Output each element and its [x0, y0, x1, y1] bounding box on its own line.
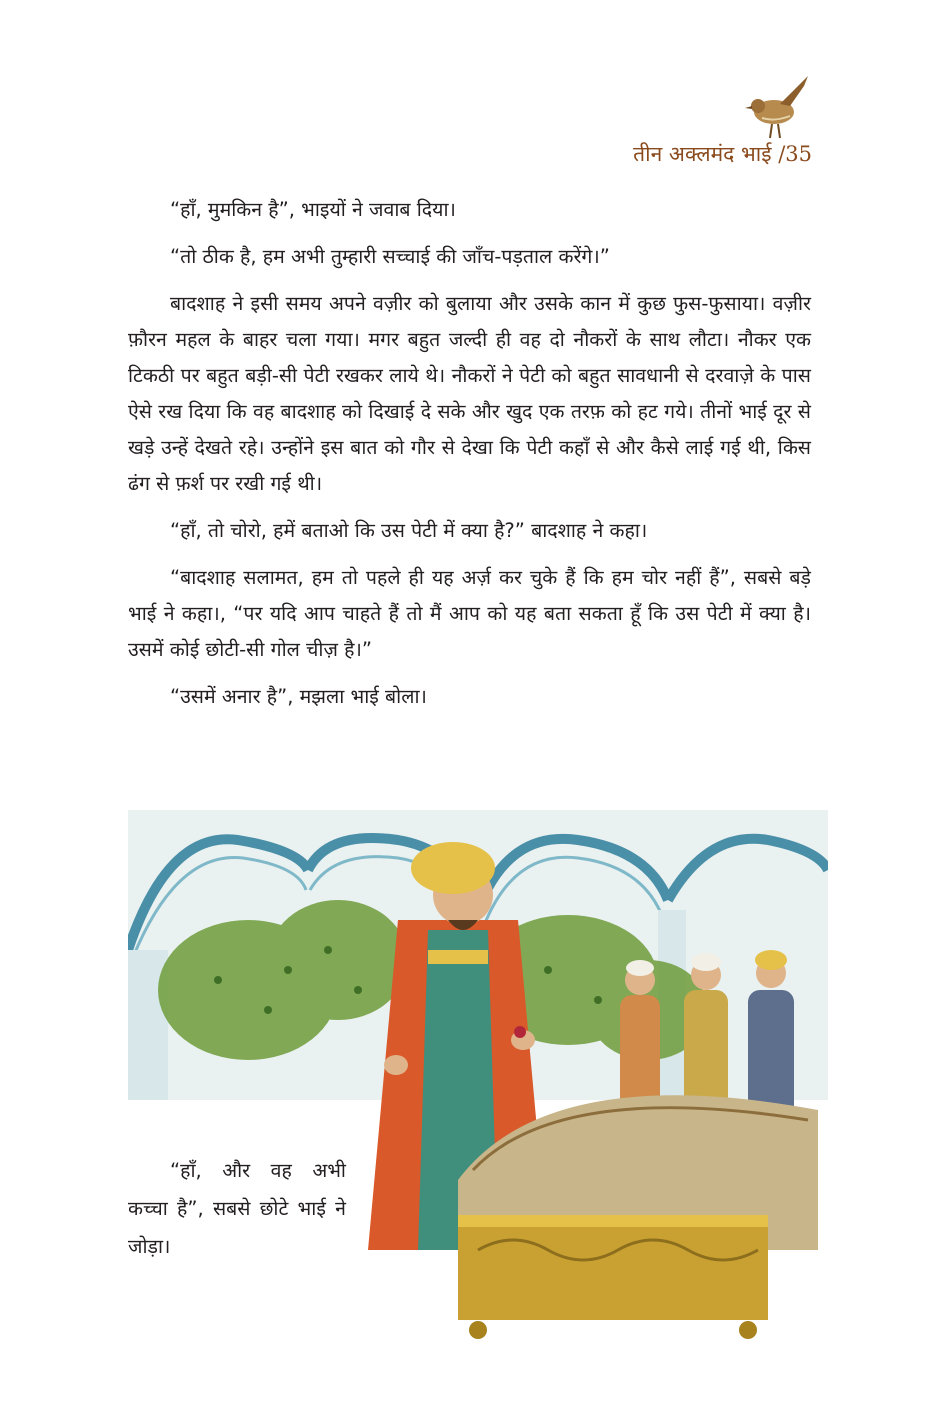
paragraph: “हाँ, तो चोरो, हमें बताओ कि उस पेटी में क्या है?” बादशाह ने कहा। [170, 519, 648, 542]
illustration-caption [128, 1152, 346, 1266]
paragraph: “बादशाह सलामत, हम तो पहले ही यह अर्ज़ कर चुके हैं कि हम चोर नहीं हैं”, सबसे बड़े भाई ने कहा।, “पर यदि आप चाहते हैं तो मैं आप को यह बता सकता हूँ कि उस पेटी में क्या है। उसमें कोई छोटी-सी गोल चीज़ है।” [128, 566, 811, 661]
paragraph: “उसमें अनार है”, मझला भाई बोला। [170, 685, 427, 708]
paragraph: “हाँ, मुमकिन है”, भाइयों ने जवाब दिया। [170, 198, 456, 221]
bird-icon [744, 72, 814, 142]
story-text [128, 192, 811, 726]
running-title: तीन अक्लमंद भाई /35 [633, 142, 812, 166]
paragraph: बादशाह ने इसी समय अपने वज़ीर को बुलाया और उसके कान में कुछ फुस-फुसाया। वज़ीर फ़ौरन महल के बाहर चला गया। मगर बहुत जल्दी ही वह दो नौकरों के साथ लौटा। नौकर एक टिकठी पर बहुत बड़ी-सी पेटी रखकर लाये थे। नौकरों ने पेटी को बहुत सावधानी से दरवाज़े के पास ऐसे रख दिया कि वह बादशाह को दिखाई दे सके और खुद एक तरफ़ को हट गये। तीनों भाई दूर से खड़े उन्हें देखते रहे। उन्होंने इस बात को गौर से देखा कि पेटी कहाँ से और कैसे लाई गई थी, किस ढंग से फ़र्श पर रखी गई थी। [128, 292, 811, 495]
paragraph: “तो ठीक है, हम अभी तुम्हारी सच्चाई की जाँच-पड़ताल करेंगे।” [170, 245, 610, 268]
caption-text: “हाँ, और वह अभी कच्चा है”, सबसे छोटे भाई ने जोड़ा। [128, 1159, 346, 1258]
